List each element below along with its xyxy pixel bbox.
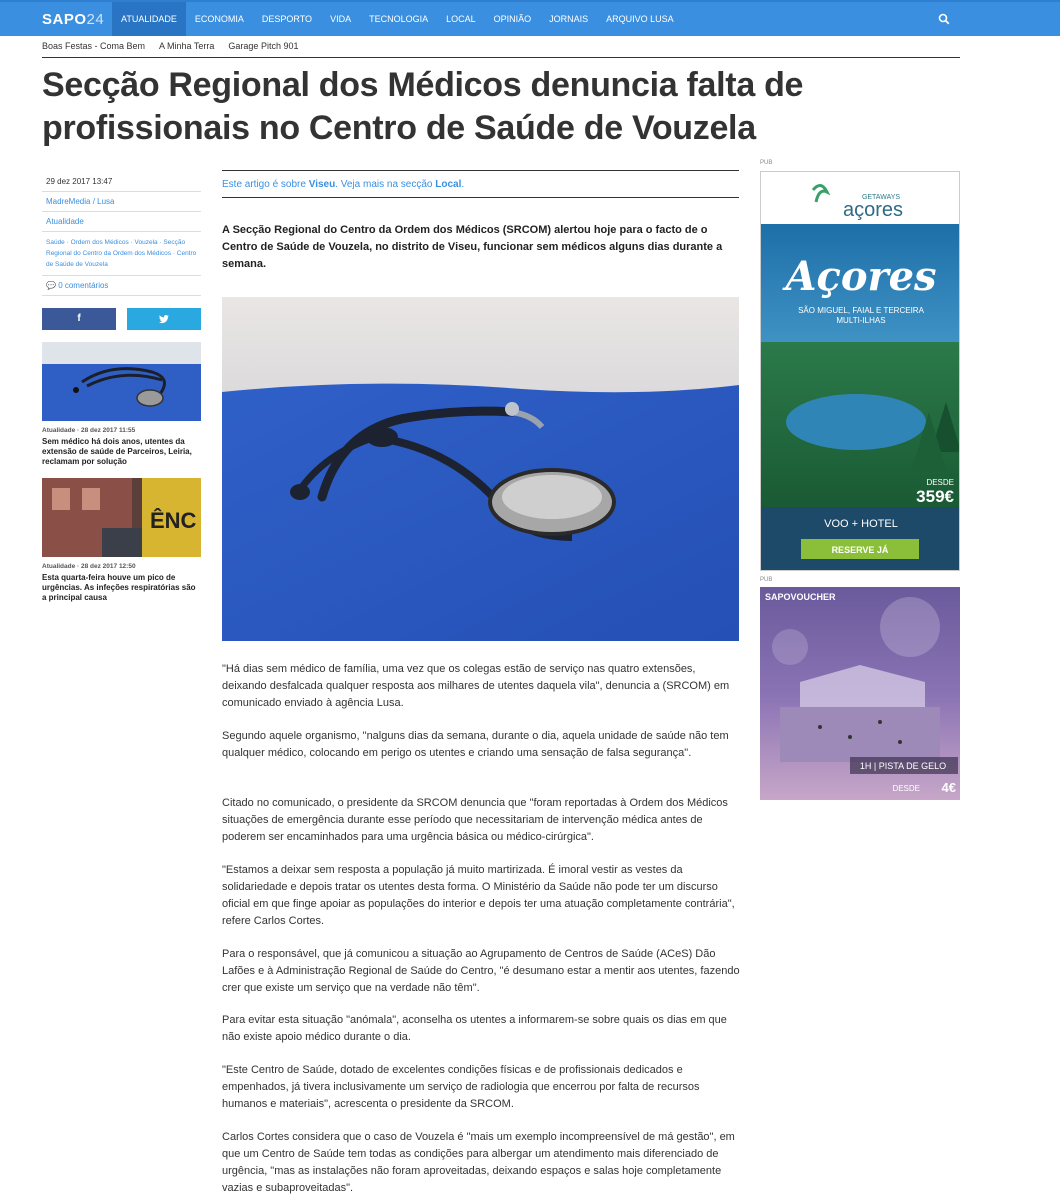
article-paragraph: Citado no comunicado, o presidente da SRCOM denuncia que "foram reportadas à Ordem dos Médicos situações de emergência durante esse período que necessitariam de intervenção médica antes de poderem ser encaminhados para uma urgência básica ou médico-cirúrgica". (222, 797, 728, 843)
sapo24-logo[interactable]: SAPO24 (42, 11, 105, 28)
facebook-share-button[interactable] (42, 308, 116, 330)
topic-link[interactable]: Viseu (308, 179, 336, 190)
related-meta: Atualidade · 28 dez 2017 12:50 (42, 563, 136, 570)
article-paragraph: "Há dias sem médico de família, uma vez que os colegas estão de serviço nas quatro extensões, deixando desfalcada qualquer resposta aos milhares de utentes daquela vila", denuncia a (SRCOM) em comunicado enviado à agência Lusa. (222, 663, 730, 709)
article-paragraph: Para evitar esta situação "anómala", aconselha os utentes a informarem-se sobre quais os dias em que não existe apoio médico durante o dia. (222, 1014, 727, 1043)
article-category[interactable]: Atualidade (42, 212, 201, 232)
article-title: Secção Regional dos Médicos denuncia falta de profissionais no Centro de Saúde de Vouzela (42, 66, 804, 147)
svg-text:Açores: Açores (785, 253, 937, 300)
article-paragraph: "Este Centro de Saúde, dotado de excelentes condições físicas e de profissionais dedicados e empenhados, já tivera inclusivamente um serviço de radiologia que encerrou por falta de recursos humanos e materiais", acrescenta o presidente da SRCOM. (222, 1064, 700, 1110)
sub-nav (42, 41, 298, 51)
facebook-icon: f (77, 313, 81, 324)
subnav-item[interactable]: Boas Festas - Coma Bem (42, 41, 146, 51)
article-source[interactable]: MadreMedia / Lusa (42, 192, 201, 212)
nav-item-vida[interactable]: VIDA (330, 14, 352, 24)
svg-text:GETAWAYS: GETAWAYS (861, 194, 901, 201)
svg-text:RESERVE JÁ: RESERVE JÁ (831, 545, 889, 555)
main-nav (112, 2, 683, 36)
comments-link[interactable]: 💬 0 comentários (42, 276, 201, 296)
twitter-share-button[interactable] (127, 308, 201, 330)
ad-label: PUB (760, 577, 773, 583)
nav-item-desporto[interactable]: DESPORTO (261, 14, 313, 24)
svg-text:VOO + HOTEL: VOO + HOTEL (824, 518, 898, 530)
nav-item-local[interactable]: LOCAL (446, 14, 476, 24)
svg-text:SÃO MIGUEL, FAIAL E TERCEIRA: SÃO MIGUEL, FAIAL E TERCEIRA (798, 306, 924, 315)
svg-text:DESDE: DESDE (926, 478, 954, 487)
svg-text:MULTI-ILHAS: MULTI-ILHAS (836, 316, 886, 325)
nav-item-opiniao[interactable]: OPINIÃO (493, 14, 532, 24)
sapovoucher-ad-banner[interactable] (760, 587, 960, 800)
ad-label: PUB (760, 160, 773, 166)
azores-ad-banner[interactable] (760, 171, 960, 571)
article-paragraph: Para o responsável, que já comunicou a situação ao Agrupamento de Centros de Saúde (ACeS) Dão Lafões e à Administração Regional de Saúde do Centro, "é desumano estar a mentir aos utentes, fazendo crer que existe um serviço que na verdade não têm". (222, 948, 740, 994)
article-paragraph: Segundo aquele organismo, "nalguns dias da semana, durante o dia, aquela unidade de saúde não tem qualquer médico, colocando em perigo os utentes e criando uma sensação de falsa segurança". (222, 730, 729, 759)
comment-icon: 💬 (46, 281, 59, 290)
nav-item-jornais[interactable]: JORNAIS (549, 14, 589, 24)
nav-item-arquivo-lusa[interactable]: ARQUIVO LUSA (606, 14, 674, 24)
nav-item-tecnologia[interactable]: TECNOLOGIA (369, 14, 429, 24)
top-navbar (0, 0, 1060, 36)
related-title[interactable]: Sem médico há dois anos, utentes da extensão de saúde de Parceiros, Leiria, reclamam por solução (42, 437, 192, 466)
related-thumbnail[interactable] (42, 342, 201, 421)
subnav-item[interactable]: A Minha Terra (159, 41, 215, 51)
article-date: 29 dez 2017 13:47 (42, 172, 201, 192)
subnav-item[interactable]: Garage Pitch 901 (228, 41, 299, 51)
svg-text:ÊNC: ÊNC (150, 508, 197, 533)
twitter-icon (127, 308, 201, 333)
related-title[interactable]: Esta quarta-feira houve um pico de urgências. As infeções respiratórias são a principal causa (42, 573, 196, 602)
svg-text:4€: 4€ (941, 780, 956, 795)
article-hero-image (222, 297, 739, 641)
nav-item-economia[interactable]: ECONOMIA (194, 14, 244, 24)
article-tags[interactable]: Saúde · Ordem dos Médicos · Vouzela · Secção Regional do Centro da Ordem dos Médicos · Centro de Saúde de Vouzela (42, 232, 201, 276)
svg-text:DESDE: DESDE (892, 784, 920, 793)
related-thumbnail[interactable] (42, 478, 201, 557)
related-meta: Atualidade · 28 dez 2017 11:55 (42, 427, 136, 434)
svg-text:1H | PISTA DE GELO: 1H | PISTA DE GELO (859, 761, 947, 771)
article-paragraph: Carlos Cortes considera que o caso de Vouzela é "mais um exemplo incompreensível de má gestão", em que um Centro de Saúde tem todas as condições para albergar um atendimento mais diferenciado de urgência, "mas as instalações não foram aproveitadas, deixando espaços e salas hoje completamente vazias e subaproveitadas". (222, 1131, 735, 1194)
search-icon[interactable] (938, 12, 952, 26)
svg-text:359€: 359€ (916, 487, 954, 506)
section-link[interactable]: Local (435, 179, 462, 190)
svg-text:açores: açores (842, 199, 904, 221)
article-about-box: Este artigo é sobre Viseu. Veja mais na secção Local. (222, 170, 739, 198)
article-meta (42, 172, 201, 296)
nav-item-atualidade[interactable]: ATUALIDADE (112, 2, 186, 36)
article-paragraph: "Estamos a deixar sem resposta a população já muito martirizada. É imoral vestir as vestes da solidariedade e depois tratar os utentes desta forma. O Ministério da Saúde não pode ter um discurso oficial em que finge apoiar as populações do interior e depois ter uma atuação completamente contrária", refere Carlos Cortes. (222, 864, 735, 927)
svg-text:SAPOVOUCHER: SAPOVOUCHER (765, 592, 836, 602)
article-lead: A Secção Regional do Centro da Ordem dos Médicos (SRCOM) alertou hoje para o facto de o Centro de Saúde de Vouzela, no distrito de Viseu, funcionar sem médicos alguns dias durante a semana. (222, 224, 723, 270)
divider (42, 57, 960, 58)
